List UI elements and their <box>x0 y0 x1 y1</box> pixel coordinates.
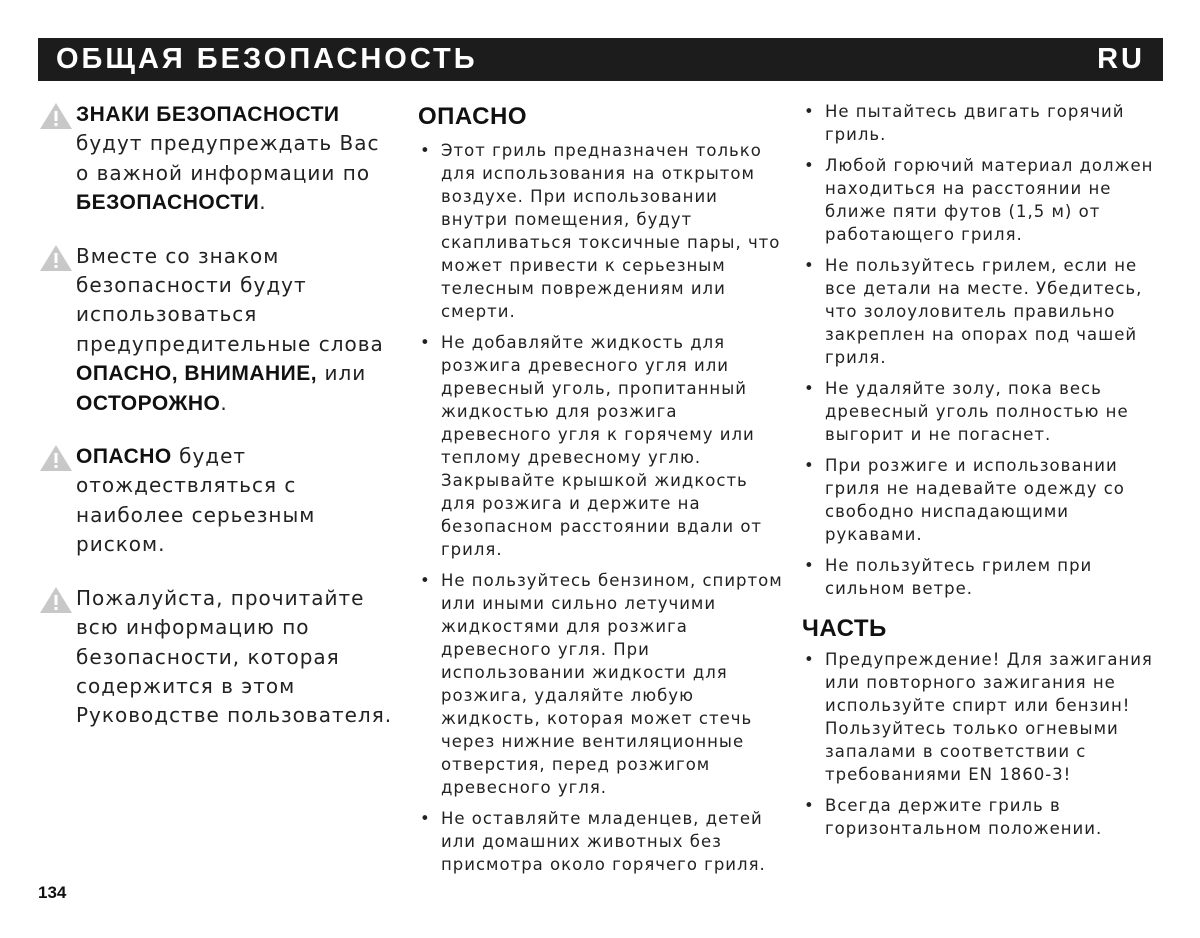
notice-bold: БЕЗОПАСНОСТИ <box>76 191 260 215</box>
page-title: ОБЩАЯ БЕЗОПАСНОСТЬ <box>56 43 478 75</box>
danger-column <box>418 100 788 884</box>
notice-bold: ОСТОРОЖНО <box>76 391 221 415</box>
danger-continued-list <box>802 100 1167 600</box>
list-item: • При розжиге и использовании гриля не надевайте одежду со свободно ниспадающими рукавами. <box>802 454 1167 546</box>
list-item: • Не пользуйтесь бензином, спиртом или иными сильно летучими жидкостями для розжига древесного угля. При использовании жидкости для розжига, удаляйте любую жидкость, которая может стечь через нижние вентиляционные отверстия, перед розжигом древесного угля. <box>418 569 788 799</box>
notice-text: будут предупреждать Вас о важной информации по <box>76 131 380 185</box>
notice-read-info <box>40 584 395 731</box>
notice-danger-meaning <box>40 442 395 560</box>
warning-triangle-icon <box>39 102 73 130</box>
notice-text: . <box>220 390 228 415</box>
warning-triangle-icon <box>39 244 73 272</box>
list-item: • Не пользуйтесь грилем при сильном ветре. <box>802 554 1167 600</box>
part-heading: ЧАСТЬ <box>802 615 887 642</box>
page-header <box>38 38 1163 81</box>
list-item: • Не пытайтесь двигать горячий гриль. <box>802 100 1167 146</box>
list-item: • Предупреждение! Для зажигания или повторного зажигания не используйте спирт или бензин! Пользуйтесь только огневыми запалами в соответствии с требованиями EN 1860-3! <box>802 648 1167 786</box>
notice-bold: ЗНАКИ БЕЗОПАСНОСТИ <box>76 103 340 126</box>
part-list <box>802 648 1167 840</box>
list-item: • Не оставляйте младенцев, детей или домашних животных без присмотра около горячего гриля. <box>418 807 788 876</box>
notice-text: будет отождествляться с наиболее серьезным риском. <box>76 444 316 557</box>
list-item: • Не пользуйтесь грилем, если не все детали на месте. Убедитесь, что золоуловитель правильно закреплен на опорах под чашей гриля. <box>802 254 1167 369</box>
page-number: 134 <box>38 883 67 902</box>
notice-bold: ОПАСНО, ВНИМАНИЕ, <box>76 362 318 386</box>
danger-list <box>418 139 788 876</box>
safety-notices-column <box>40 100 395 755</box>
warning-triangle-icon <box>39 444 73 472</box>
notice-text: или <box>317 361 367 386</box>
list-item: • Любой горючий материал должен находиться на расстоянии не ближе пяти футов (1,5 м) от работающего гриля. <box>802 154 1167 246</box>
notice-text: Пожалуйста, прочитайте всю информацию по безопасности, которая содержится в этом Руководстве пользователя. <box>76 585 393 728</box>
notice-text: . <box>259 190 267 215</box>
list-item: • Не удаляйте золу, пока весь древесный уголь полностью не выгорит и не погаснет. <box>802 377 1167 446</box>
notice-bold: ОПАСНО <box>76 445 172 469</box>
danger-heading: ОПАСНО <box>418 103 527 130</box>
notice-text: Вместе со знаком безопасности будут использоваться предупредительные слова <box>76 243 384 356</box>
notice-signal-words <box>40 242 395 418</box>
notice-safety-signs <box>40 100 395 218</box>
list-item: • Не добавляйте жидкость для розжига древесного угля или древесный уголь, пропитанный жидкостью для розжига древесного угля к горячему или теплому древесному углю. Закрывайте крышкой жидкость для розжига и держите на безопасном расстоянии вдали от гриля. <box>418 331 788 561</box>
list-item: • Этот гриль предназначен только для использования на открытом воздухе. При использовании внутри помещения, будут скапливаться токсичные пары, что может привести к серьезным телесным повреждениям или смерти. <box>418 139 788 323</box>
warning-triangle-icon <box>39 586 73 614</box>
danger-continued-column <box>802 100 1167 848</box>
language-code: RU <box>1097 43 1145 75</box>
list-item: • Всегда держите гриль в горизонтальном положении. <box>802 794 1167 840</box>
